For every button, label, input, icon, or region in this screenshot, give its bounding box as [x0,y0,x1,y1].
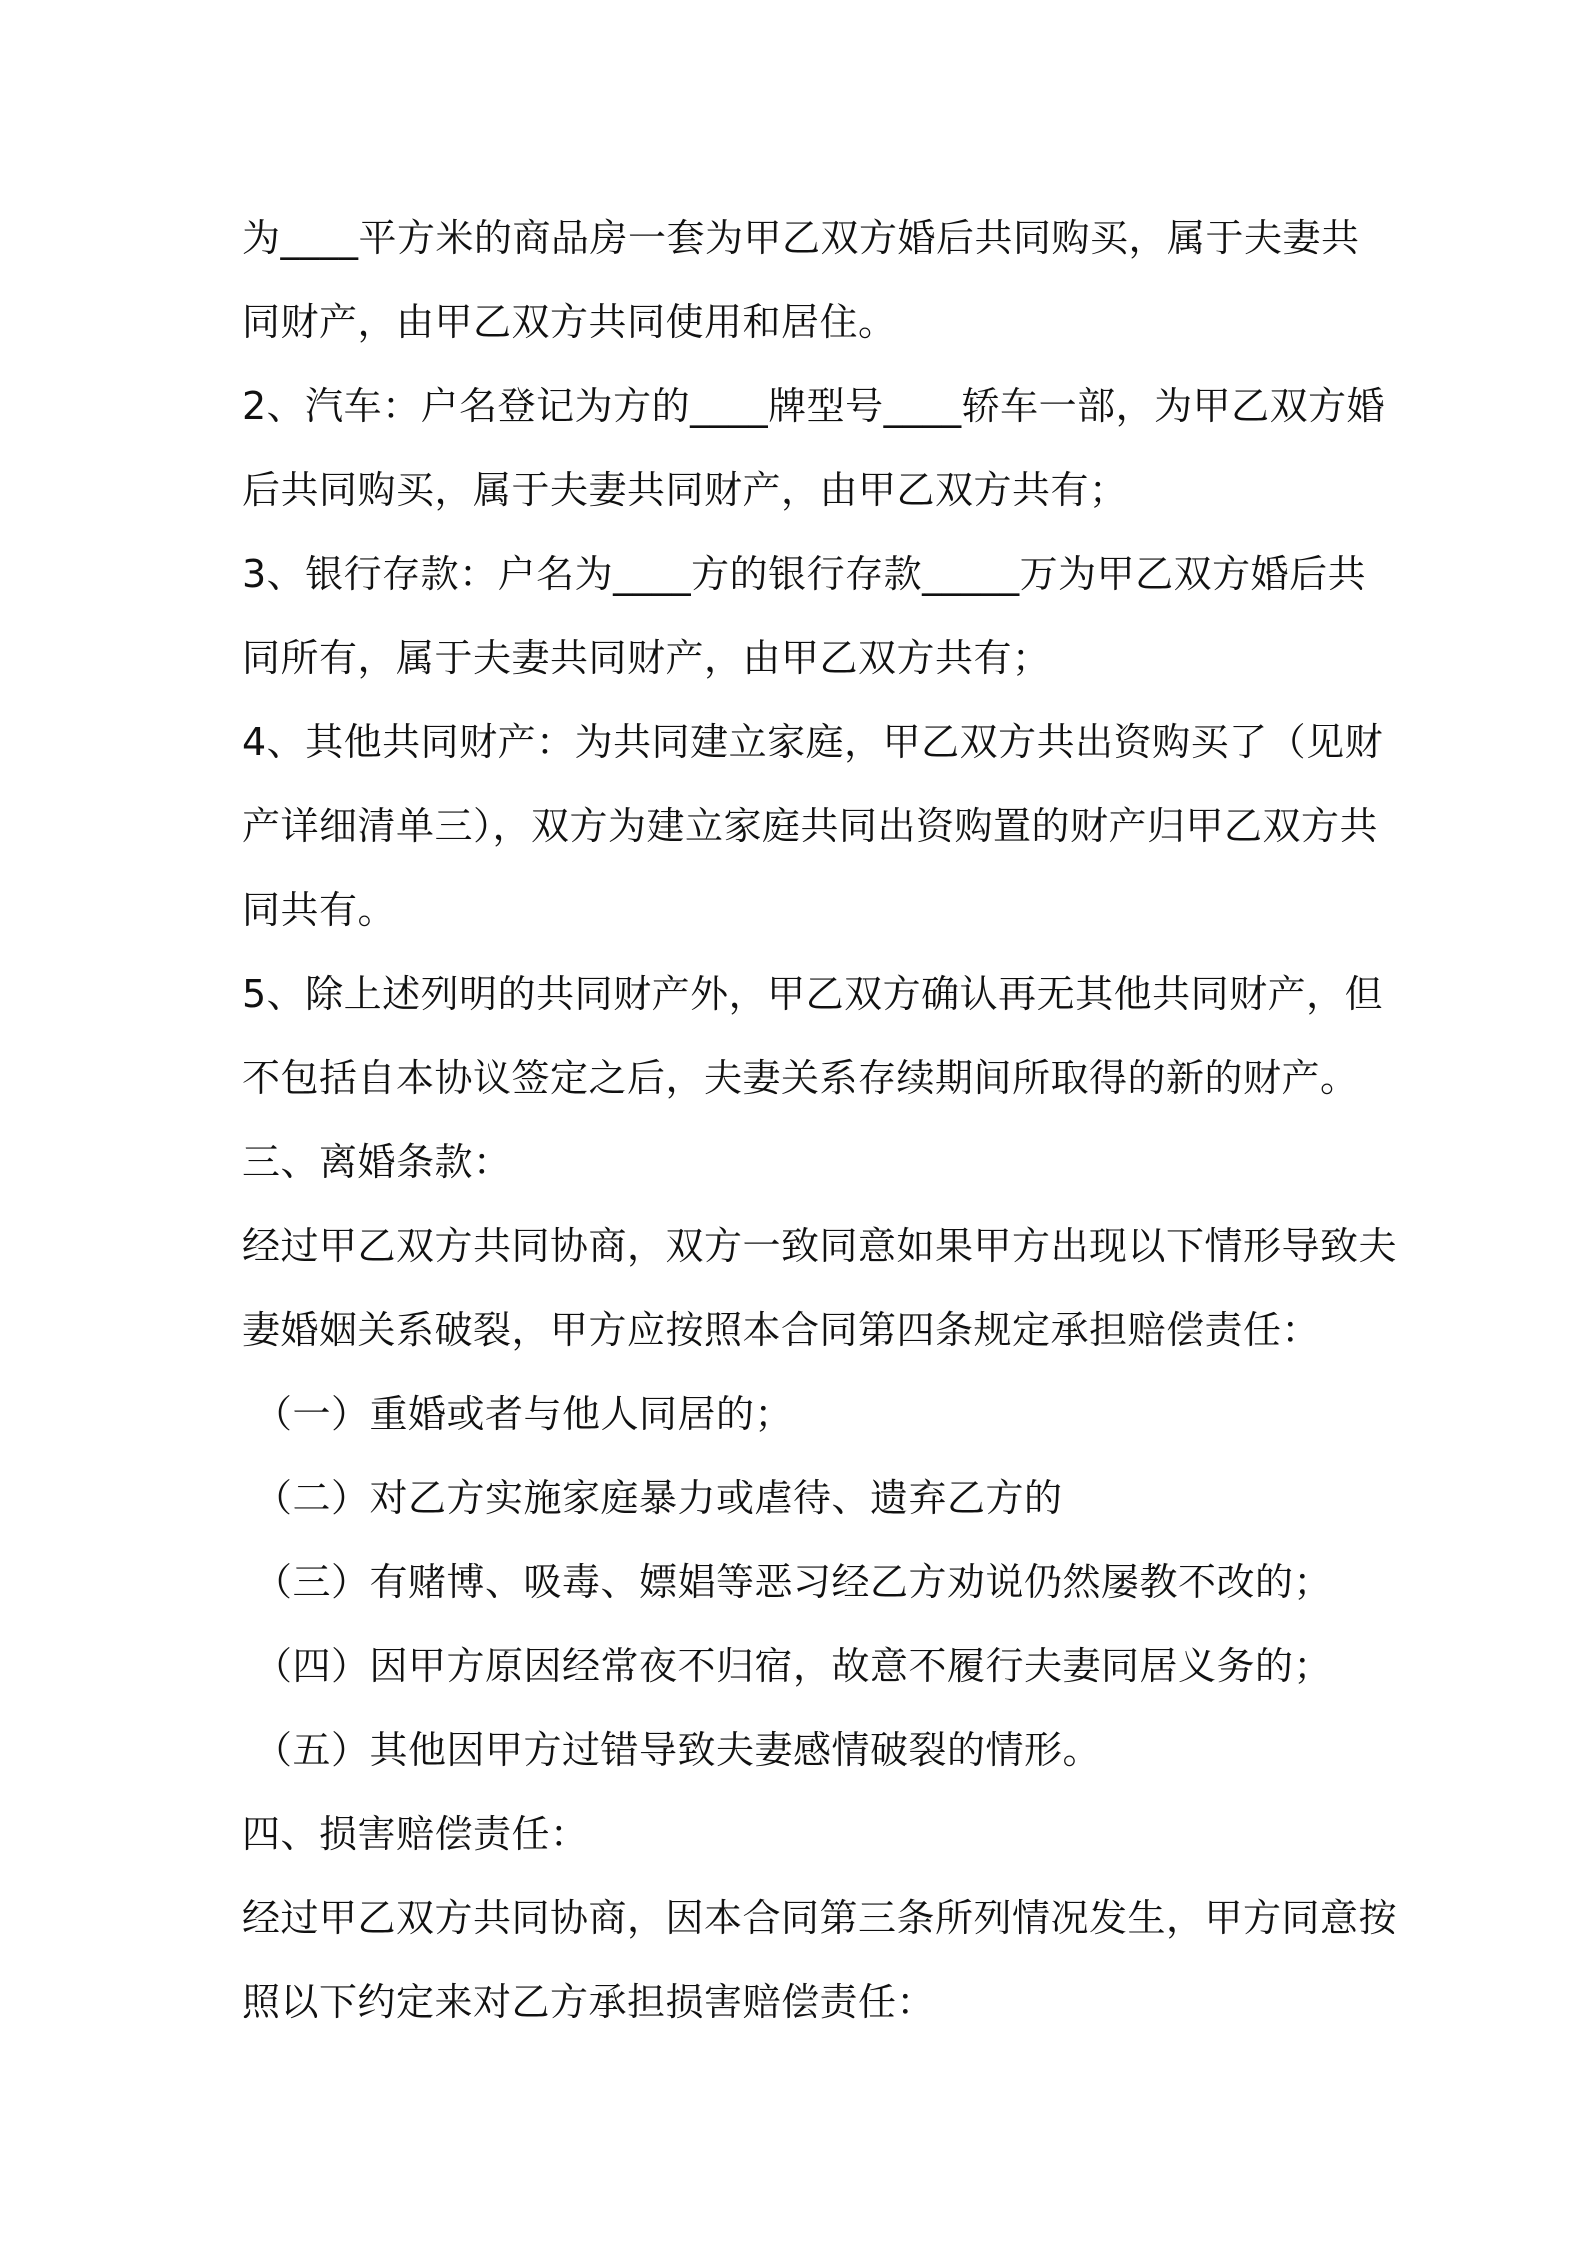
list-item: （一）重婚或者与他人同居的； [254,1392,794,1436]
text-line: 同所有，属于夫妻共同财产，由甲乙双方共有； [242,636,1051,680]
text-line: 同共有。 [242,888,397,932]
list-item: （四）因甲方原因经常夜不归宿，故意不履行夫妻同居义务的； [254,1644,1333,1688]
list-item: （二）对乙方实施家庭暴力或虐待、遗弃乙方的 [254,1476,1063,1520]
list-item: （三）有赌博、吸毒、嫖娼等恶习经乙方劝说仍然屡教不改的； [254,1560,1333,1604]
document-body [242,196,1398,2044]
text-line: 经过甲乙双方共同协商，双方一致同意如果甲方出现以下情形导致夫 [242,1224,1398,1268]
section-heading: 三、离婚条款： [242,1140,512,1184]
text-line: 为____平方米的商品房一套为甲乙双方婚后共同购买，属于夫妻共 [242,216,1360,260]
text-line: 妻婚姻关系破裂，甲方应按照本合同第四条规定承担赔偿责任： [242,1308,1321,1352]
section-heading: 四、损害赔偿责任： [242,1812,589,1856]
list-item: （五）其他因甲方过错导致夫妻感情破裂的情形。 [254,1728,1102,1772]
text-line: 2、汽车：户名登记为方的____牌型号____轿车一部，为甲乙双方婚 [242,384,1386,428]
text-line: 同财产，由甲乙双方共同使用和居住。 [242,300,897,344]
text-line: 5、除上述列明的共同财产外，甲乙双方确认再无其他共同财产，但 [242,972,1384,1016]
text-line: 后共同购买，属于夫妻共同财产，由甲乙双方共有； [242,468,1128,512]
text-line: 照以下约定来对乙方承担损害赔偿责任： [242,1980,936,2024]
text-line: 3、银行存款：户名为____方的银行存款_____万为甲乙双方婚后共 [242,552,1367,596]
text-line: 产详细清单三），双方为建立家庭共同出资购置的财产归甲乙双方共 [242,804,1379,848]
text-line: 经过甲乙双方共同协商，因本合同第三条所列情况发生，甲方同意按 [242,1896,1398,1940]
text-line: 不包括自本协议签定之后，夫妻关系存续期间所取得的新的财产。 [242,1056,1359,1100]
text-line: 4、其他共同财产：为共同建立家庭，甲乙双方共出资购买了（见财 [242,720,1384,764]
